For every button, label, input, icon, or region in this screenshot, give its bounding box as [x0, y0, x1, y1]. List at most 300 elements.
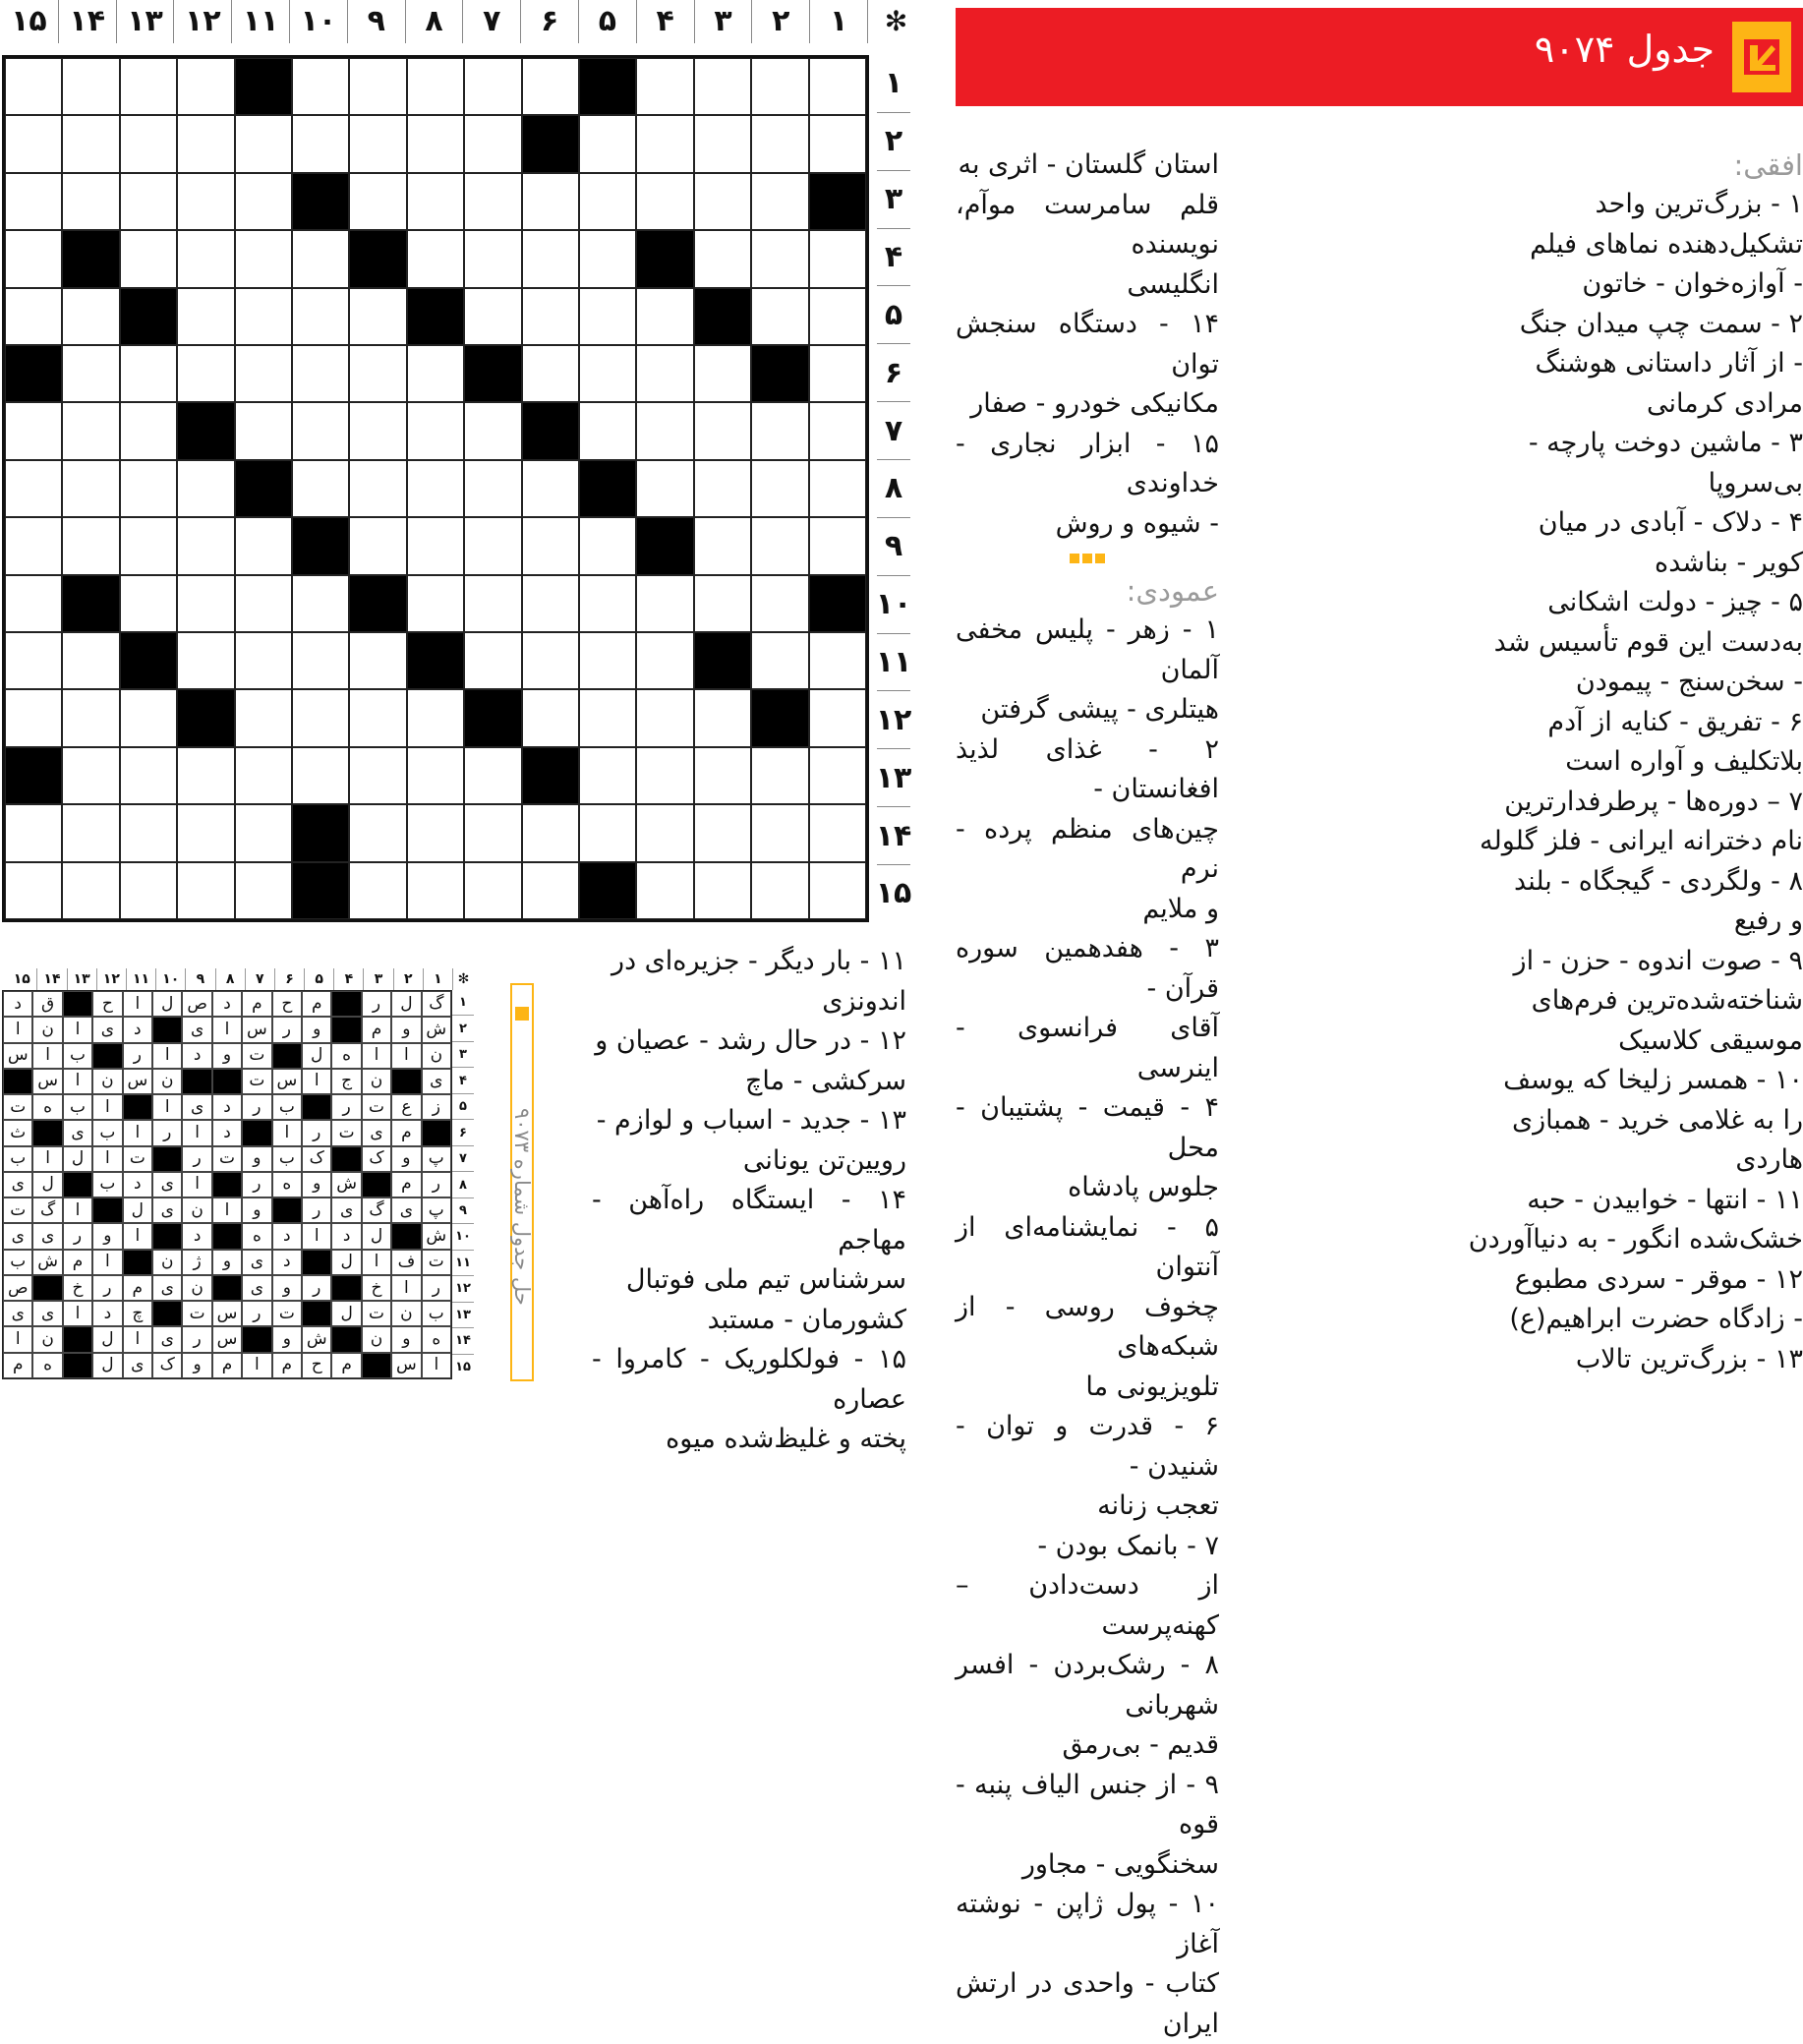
grid-cell[interactable] — [579, 804, 636, 861]
grid-cell[interactable] — [235, 632, 292, 689]
clue-line: ۶ - قدرت و توان - شنیدن - — [956, 1411, 1219, 1482]
solution-cell: و — [242, 1197, 271, 1223]
solution-cell: ن — [152, 1069, 182, 1094]
clue-line: ۴ - قیمت - پشتیبان - محل — [956, 1092, 1219, 1163]
grid-cell[interactable] — [120, 402, 177, 459]
grid-cell[interactable] — [522, 862, 579, 919]
grid-cell[interactable] — [579, 575, 636, 632]
grid-cell[interactable] — [579, 288, 636, 345]
grid-cell[interactable] — [62, 115, 119, 172]
grid-cell[interactable] — [751, 115, 808, 172]
grid-cell[interactable] — [292, 689, 349, 746]
grid-cell[interactable] — [407, 862, 464, 919]
star-icon: ✻ — [867, 0, 924, 43]
grid-cell[interactable] — [177, 862, 234, 919]
solution-cell: ی — [92, 1017, 122, 1042]
grid-cell[interactable] — [407, 115, 464, 172]
grid-cell[interactable] — [5, 288, 62, 345]
grid-cell[interactable] — [235, 575, 292, 632]
black-cell — [579, 58, 636, 115]
grid-cell[interactable] — [120, 460, 177, 517]
grid-cell[interactable] — [235, 230, 292, 287]
grid-cell[interactable] — [177, 632, 234, 689]
grid-cell[interactable] — [5, 115, 62, 172]
grid-cell[interactable] — [62, 517, 119, 574]
clue-line: قلم سامرست موآم، نویسنده — [956, 189, 1219, 260]
solution-cell: د — [212, 991, 242, 1017]
grid-cell[interactable] — [62, 173, 119, 230]
grid-cell[interactable] — [177, 575, 234, 632]
grid-cell[interactable] — [120, 517, 177, 574]
grid-cell[interactable] — [177, 747, 234, 804]
black-cell — [464, 689, 521, 746]
grid-cell[interactable] — [751, 230, 808, 287]
grid-cell[interactable] — [62, 402, 119, 459]
solution-cell: و — [92, 1223, 122, 1249]
solution-cell: ص — [3, 1275, 32, 1301]
clue-line: چین‌های منظم پرده - نرم — [956, 813, 1219, 884]
grid-cell[interactable] — [522, 173, 579, 230]
solution-black-cell — [212, 1172, 242, 1197]
clue-line: اندونزی — [822, 985, 906, 1017]
grid-cell[interactable] — [349, 862, 406, 919]
grid-cell[interactable] — [120, 575, 177, 632]
grid-cell[interactable] — [120, 58, 177, 115]
grid-cell[interactable] — [694, 460, 751, 517]
grid-cell[interactable] — [522, 804, 579, 861]
black-cell — [235, 58, 292, 115]
grid-cell[interactable] — [407, 173, 464, 230]
solution-black-cell — [362, 1172, 391, 1197]
solution-cell: ص — [182, 991, 211, 1017]
solution-cell: ر — [63, 1223, 92, 1249]
grid-cell[interactable] — [751, 747, 808, 804]
grid-cell[interactable] — [751, 58, 808, 115]
grid-cell[interactable] — [5, 575, 62, 632]
grid-cell[interactable] — [5, 58, 62, 115]
clue-line: استان گلستان - اثری به — [958, 149, 1219, 180]
solution-cell: ژ — [182, 1250, 211, 1275]
solution-cell: ر — [331, 1094, 361, 1120]
grid-cell[interactable] — [349, 402, 406, 459]
solution-cell: د — [92, 1301, 122, 1326]
solution-cell: خ — [362, 1275, 391, 1301]
grid-cell[interactable] — [407, 460, 464, 517]
grid-cell[interactable] — [407, 575, 464, 632]
solution-cell: ر — [362, 991, 391, 1017]
grid-cell[interactable] — [62, 345, 119, 402]
solution-cell: ل — [92, 1353, 122, 1378]
grid-cell[interactable] — [5, 402, 62, 459]
grid-cell[interactable] — [809, 288, 866, 345]
solution-cell: ب — [272, 1094, 302, 1120]
solution-cell: س — [32, 1069, 62, 1094]
solution-row-label: ۶ — [452, 1120, 474, 1145]
solution-cell: م — [242, 991, 271, 1017]
solution-cell: م — [362, 1017, 391, 1042]
grid-cell[interactable] — [579, 173, 636, 230]
grid-cell[interactable] — [464, 747, 521, 804]
grid-cell[interactable] — [5, 632, 62, 689]
grid-cell[interactable] — [751, 288, 808, 345]
grid-cell[interactable] — [349, 173, 406, 230]
grid-cell[interactable] — [636, 804, 693, 861]
grid-cell[interactable] — [464, 517, 521, 574]
grid-cell[interactable] — [751, 460, 808, 517]
solution-black-cell — [152, 1301, 182, 1326]
clue-line: کشورمان - مستبد — [707, 1304, 906, 1335]
black-cell — [809, 575, 866, 632]
grid-cell[interactable] — [62, 460, 119, 517]
grid-cell[interactable] — [636, 402, 693, 459]
grid-cell[interactable] — [636, 345, 693, 402]
grid-cell[interactable] — [407, 58, 464, 115]
black-cell — [349, 230, 406, 287]
grid-cell[interactable] — [177, 517, 234, 574]
grid-cell[interactable] — [579, 517, 636, 574]
grid-cell[interactable] — [349, 288, 406, 345]
grid-cell[interactable] — [177, 115, 234, 172]
grid-cell[interactable] — [751, 575, 808, 632]
grid-cell[interactable] — [5, 862, 62, 919]
col-label: ۱۳ — [116, 0, 174, 43]
grid-cell[interactable] — [464, 632, 521, 689]
grid-cell[interactable] — [177, 345, 234, 402]
grid-cell[interactable] — [522, 230, 579, 287]
solution-black-cell — [242, 1326, 271, 1352]
grid-cell[interactable] — [694, 230, 751, 287]
grid-cell[interactable] — [120, 747, 177, 804]
row-label: ۱۱ — [877, 634, 910, 692]
grid-cell[interactable] — [751, 402, 808, 459]
grid-cell[interactable] — [579, 230, 636, 287]
solution-cell: ا — [362, 1043, 391, 1069]
solution-cell: ل — [123, 1197, 152, 1223]
grid-cell[interactable] — [120, 115, 177, 172]
grid-cell[interactable] — [809, 460, 866, 517]
clue-line: ۱ - زهر - پلیس مخفی آلمان — [956, 614, 1219, 685]
solution-cell: ن — [182, 1197, 211, 1223]
grid-cell[interactable] — [292, 460, 349, 517]
grid-cell[interactable] — [464, 460, 521, 517]
solution-col-label: ۱۱ — [126, 968, 155, 990]
clue-line: هاردی — [1735, 1144, 1803, 1175]
grid-cell[interactable] — [120, 345, 177, 402]
grid-cell[interactable] — [349, 747, 406, 804]
grid-cell[interactable] — [522, 517, 579, 574]
grid-cell[interactable] — [235, 517, 292, 574]
grid-cell[interactable] — [349, 804, 406, 861]
grid-cell[interactable] — [62, 288, 119, 345]
row-label: ۹ — [877, 518, 910, 576]
grid-cell[interactable] — [694, 689, 751, 746]
grid-cell[interactable] — [235, 288, 292, 345]
grid-cell[interactable] — [694, 517, 751, 574]
grid-cell[interactable] — [809, 804, 866, 861]
grid-cell[interactable] — [349, 115, 406, 172]
grid-cell[interactable] — [809, 402, 866, 459]
grid-cell[interactable] — [177, 173, 234, 230]
solution-cell: ر — [302, 1275, 331, 1301]
grid-cell[interactable] — [579, 115, 636, 172]
grid-cell[interactable] — [522, 58, 579, 115]
grid-cell[interactable] — [636, 689, 693, 746]
grid-cell[interactable] — [120, 173, 177, 230]
solution-cell: و — [302, 1017, 331, 1042]
grid-cell[interactable] — [349, 460, 406, 517]
grid-cell[interactable] — [292, 747, 349, 804]
grid-cell[interactable] — [292, 575, 349, 632]
grid-cell[interactable] — [464, 575, 521, 632]
solution-cell: و — [391, 1326, 421, 1352]
grid-cell[interactable] — [579, 345, 636, 402]
grid-cell[interactable] — [177, 460, 234, 517]
grid-cell[interactable] — [120, 862, 177, 919]
grid-cell[interactable] — [292, 345, 349, 402]
grid-cell[interactable] — [751, 862, 808, 919]
clues-middle-column — [956, 146, 1219, 2044]
grid-cell[interactable] — [809, 689, 866, 746]
grid-cell[interactable] — [177, 58, 234, 115]
solution-cell: ش — [32, 1250, 62, 1275]
grid-cell[interactable] — [694, 345, 751, 402]
grid-cell[interactable] — [407, 230, 464, 287]
solution-black-cell — [152, 1017, 182, 1042]
grid-cell[interactable] — [464, 862, 521, 919]
solution-col-label: ۷ — [245, 968, 274, 990]
solution-cell: گ — [362, 1197, 391, 1223]
clue-list-vertical-cont — [592, 942, 906, 1460]
grid-cell[interactable] — [636, 632, 693, 689]
black-cell — [177, 689, 234, 746]
solution-label: حل جدول شماره ۹۰۷۳ — [510, 1107, 534, 1306]
grid-cell[interactable] — [5, 517, 62, 574]
grid-cell[interactable] — [464, 173, 521, 230]
grid-cell[interactable] — [407, 402, 464, 459]
col-label: ۵ — [578, 0, 636, 43]
clue-line: ۱۳ - بزرگ‌ترین تالاب — [1575, 1343, 1803, 1374]
solution-grid — [2, 990, 452, 1379]
grid-cell[interactable] — [5, 230, 62, 287]
solution-cell: ر — [182, 1326, 211, 1352]
clue-line: ۱۴ - ایستگاه راه‌آهن - مهاجم — [592, 1185, 906, 1256]
solution-black-cell — [272, 1197, 302, 1223]
black-cell — [292, 804, 349, 861]
grid-cell[interactable] — [235, 173, 292, 230]
solution-cell: ی — [3, 1301, 32, 1326]
grid-cell[interactable] — [694, 58, 751, 115]
grid-cell[interactable] — [235, 402, 292, 459]
grid-cell[interactable] — [235, 345, 292, 402]
grid-cell[interactable] — [809, 345, 866, 402]
grid-cell[interactable] — [177, 804, 234, 861]
solution-cell: س — [212, 1301, 242, 1326]
grid-cell[interactable] — [177, 230, 234, 287]
solution-cell: ا — [391, 1275, 421, 1301]
grid-cell[interactable] — [809, 862, 866, 919]
grid-cell[interactable] — [235, 115, 292, 172]
solution-cell: ی — [391, 1197, 421, 1223]
solution-cell: ا — [391, 1043, 421, 1069]
grid-cell[interactable] — [292, 230, 349, 287]
grid-cell[interactable] — [5, 173, 62, 230]
grid-cell[interactable] — [407, 517, 464, 574]
grid-cell[interactable] — [407, 345, 464, 402]
clue-line: - از آثار داستانی هوشنگ — [1535, 348, 1803, 379]
grid-cell[interactable] — [522, 632, 579, 689]
grid-cell[interactable] — [464, 115, 521, 172]
grid-cell[interactable] — [407, 689, 464, 746]
solution-cell: ی — [3, 1223, 32, 1249]
solution-cell: و — [391, 1146, 421, 1172]
grid-cell[interactable] — [464, 804, 521, 861]
col-label: ۳ — [694, 0, 752, 43]
grid-cell[interactable] — [809, 58, 866, 115]
solution-cell: ت — [242, 1043, 271, 1069]
solution-cell: ل — [92, 1326, 122, 1352]
grid-cell[interactable] — [751, 173, 808, 230]
grid-cell[interactable] — [694, 804, 751, 861]
solution-cell: ب — [92, 1120, 122, 1145]
grid-cell[interactable] — [292, 402, 349, 459]
solution-cell: ر — [182, 1146, 211, 1172]
solution-row-label: ۸ — [452, 1172, 474, 1197]
grid-cell[interactable] — [407, 747, 464, 804]
grid-cell[interactable] — [694, 862, 751, 919]
clue-line: ۲ - غذای لذیذ افغانستان - — [956, 733, 1219, 804]
grid-cell[interactable] — [464, 288, 521, 345]
grid-cell[interactable] — [636, 115, 693, 172]
grid-cell[interactable] — [522, 575, 579, 632]
grid-cell[interactable] — [292, 288, 349, 345]
solution-cell: ی — [152, 1326, 182, 1352]
col-label: ۹ — [347, 0, 405, 43]
grid-cell[interactable] — [464, 230, 521, 287]
black-cell — [120, 288, 177, 345]
grid-cell[interactable] — [636, 288, 693, 345]
grid-cell[interactable] — [177, 288, 234, 345]
grid-cell[interactable] — [522, 460, 579, 517]
grid-cell[interactable] — [349, 632, 406, 689]
grid-cell[interactable] — [809, 632, 866, 689]
grid-cell[interactable] — [235, 804, 292, 861]
clue-line: تعجب زنانه — [1097, 1490, 1219, 1521]
grid-cell[interactable] — [62, 58, 119, 115]
grid-cell[interactable] — [62, 804, 119, 861]
grid-cell[interactable] — [751, 804, 808, 861]
solution-cell: ی — [331, 1197, 361, 1223]
clue-line: ۲ - سمت چپ میدان جنگ — [1519, 308, 1803, 339]
solution-cell: و — [212, 1043, 242, 1069]
clue-line: - زادگاه حضرت ابراهیم(ع) — [1509, 1304, 1803, 1334]
solution-row-label: ۴ — [452, 1068, 474, 1093]
clue-line: ۳ - ماشین دوخت پارچه - — [1528, 428, 1803, 458]
grid-cell[interactable] — [62, 689, 119, 746]
grid-cell[interactable] — [464, 402, 521, 459]
grid-cell[interactable] — [292, 58, 349, 115]
solution-cell: ح — [92, 991, 122, 1017]
clue-line: ۷ – دوره‌ها - پرطرفدارترین — [1504, 786, 1803, 817]
grid-cell[interactable] — [349, 345, 406, 402]
grid-cell[interactable] — [522, 689, 579, 746]
grid-cell[interactable] — [636, 747, 693, 804]
grid-cell[interactable] — [579, 689, 636, 746]
grid-cell[interactable] — [636, 58, 693, 115]
solution-cell: ش — [422, 1223, 451, 1249]
grid-cell[interactable] — [522, 345, 579, 402]
grid-cell[interactable] — [349, 58, 406, 115]
grid-cell[interactable] — [809, 230, 866, 287]
grid-cell[interactable] — [809, 747, 866, 804]
grid-cell[interactable] — [292, 115, 349, 172]
solution-col-label: ۶ — [274, 968, 304, 990]
grid-cell[interactable] — [235, 862, 292, 919]
grid-cell[interactable] — [62, 747, 119, 804]
grid-cell[interactable] — [636, 862, 693, 919]
black-cell — [636, 517, 693, 574]
grid-cell[interactable] — [62, 862, 119, 919]
solution-cell: ی — [182, 1017, 211, 1042]
grid-cell[interactable] — [235, 689, 292, 746]
solution-black-cell — [302, 1094, 331, 1120]
grid-cell[interactable] — [120, 230, 177, 287]
grid-cell[interactable] — [694, 575, 751, 632]
solution-cell: ب — [422, 1301, 451, 1326]
solution-cell: ی — [152, 1275, 182, 1301]
grid-cell[interactable] — [5, 460, 62, 517]
grid-cell[interactable] — [636, 575, 693, 632]
grid-cell[interactable] — [120, 689, 177, 746]
grid-cell[interactable] — [579, 402, 636, 459]
grid-cell[interactable] — [694, 115, 751, 172]
grid-cell[interactable] — [809, 517, 866, 574]
solution-row-label: ۳ — [452, 1042, 474, 1068]
grid-cell[interactable] — [522, 288, 579, 345]
grid-cell[interactable] — [407, 804, 464, 861]
solution-cell: ا — [272, 1120, 302, 1145]
solution-black-cell — [391, 1069, 421, 1094]
grid-cell[interactable] — [5, 804, 62, 861]
solution-black-cell — [212, 1223, 242, 1249]
grid-cell[interactable] — [235, 747, 292, 804]
grid-cell[interactable] — [349, 689, 406, 746]
grid-cell[interactable] — [694, 173, 751, 230]
solution-cell: س — [242, 1017, 271, 1042]
grid-cell[interactable] — [636, 460, 693, 517]
grid-cell[interactable] — [751, 517, 808, 574]
solution-cell: ت — [362, 1301, 391, 1326]
grid-cell[interactable] — [694, 747, 751, 804]
solution-cell: ا — [63, 1069, 92, 1094]
grid-cell[interactable] — [579, 632, 636, 689]
grid-cell[interactable] — [636, 173, 693, 230]
grid-cell[interactable] — [579, 747, 636, 804]
solution-cell: ح — [302, 1353, 331, 1378]
grid-cell[interactable] — [751, 632, 808, 689]
grid-cell[interactable] — [464, 58, 521, 115]
grid-cell[interactable] — [349, 517, 406, 574]
grid-cell[interactable] — [62, 632, 119, 689]
grid-cell[interactable] — [292, 632, 349, 689]
clue-line: نام دخترانه ایرانی - فلز گلوله — [1480, 826, 1803, 856]
grid-cell[interactable] — [809, 115, 866, 172]
grid-cell[interactable] — [694, 402, 751, 459]
black-cell — [579, 460, 636, 517]
grid-cell[interactable] — [120, 804, 177, 861]
solution-cell: ر — [422, 1275, 451, 1301]
clue-line: ۱۵ - ابزار نجاری - خداوندی — [956, 428, 1219, 498]
grid-cell[interactable] — [5, 689, 62, 746]
